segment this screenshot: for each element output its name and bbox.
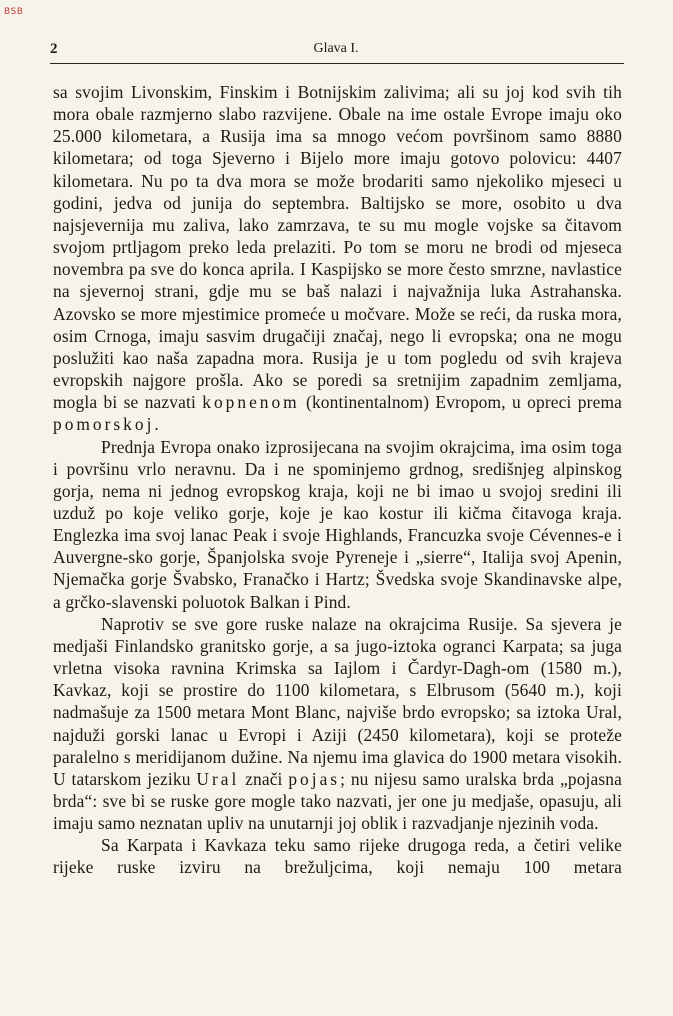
paragraph-3-rest: ; nu nijesu samo uralska brda „pojasna brda“: sve bi se ruske gore mogle tako nazvati, jer one ju medjaše, opasuju, ali imaju samo neznatan upliv na unutarnji joj oblik i razvadjanje njezinih voda. [53,768,623,834]
paragraph-1-text: sa svojim Livonskim, Finskim i Botnijskim zalivima; ali su joj kod svih tih mora obale razmjerno slabo razvijene. Obale na ime ostale Evrope imaju oko 25.000 kilometara, a Rusija ima sa mnogo većom površinom samo 8880 kilometara; od toga Sjeverno i Bijelo more imaju gotovo polovicu: 4407 kilometara. Nu po ta dva mora se može brodariti samo njekoliko mjeseci u godini, jedva od junija do septembra. Baltijsko se more, osobito u dva najsjevernija mu zaliva, lako zamrzava, te su mu mogle vojske sa čitavom svojom prtljagom preko leda prelaziti. Po tom se moru ne brodi od mjeseca novembra pa sve do konca aprila. I Kaspijsko se more često smrzne, navlastice na sjevernoj strani, gdje mu se baš nalazi i najvažnija luka Astrahanska. Azovsko se more mjestimice promeće u močvare. Može se reći, da ruska mora, osim Crnoga, imaju sasvim drugačiji značaj, nego li evropska; ona ne mogu poslužiti kao naša zapadna mora. Rusija je u tom pogledu od svih krajeva evropskih najgore prošla. Ako se poredi sa sretnijim zapadnim zemljama, mogla bi se nazvati [53,82,622,413]
paragraph-2: Prednja Evropa onako izprosijecana na svojim okrajcima, ima osim toga i površinu vrlo neravnu. Da i ne spominjemo grdnog, središnjeg alpinskog gorja, nema ni jednog evropskog kraja, koji ne bi imao u svojoj sredini ili uzduž po koje veliko gorje, koje je kao kostur ili kičma čitavoga kraja. Englezka ima svoj lanac Peak i svoje Highlands, Francuzka svoje Cévennes-e i Auvergne-sko gorje, Španjolska svoje Pyreneje i „sierre“, Italija svoj Apenin, Njemačka gorje Švabsko, Franačko i Hartz; Švedska svoje Skandinavske alpe, a grčko-slavenski poluotok Balkan i Pind. [53,436,622,612]
paragraph-4: Sa Karpata i Kavkaza teku samo rijeke drugoga reda, a četiri velike rijeke ruske izviru na brežuljcima, koji nemaju 100 metara [53,835,622,878]
header-rule [50,63,624,64]
spaced-term-pomorskoj: pomorskoj. [53,414,162,435]
spaced-term-kopnenom: kopnenom [202,392,300,413]
spaced-term-pojas: pojas [288,768,341,789]
page-header [50,40,622,58]
paragraph-1-mid: (kontinentalnom) Evropom, u opreci prema [306,392,622,413]
paragraph-1 [53,81,622,436]
paragraph-3 [53,613,622,835]
running-head: Glava I. [313,41,359,56]
paragraph-3-mid: znači [245,768,283,789]
body-text [53,81,622,879]
page-number: 2 [50,41,58,57]
paragraph-3-text: Naprotiv se sve gore ruske nalaze na okrajcima Rusije. Sa sjevera je medjaši Finlandsko granitsko gorje, a sa jugo-iztoka ogranci Karpata; sa juga vrletna visoka ravnina Krimska sa Iajlom i Čardyr-Dagh-om (1580 m.), Kavkaz, koji se prostire do 1100 kilometara, s Elbrusom (5640 m.), koji nadmašuje za 1500 metara Mont Blanc, najviše brdo evropsko; sa iztoka Ural, najduži gorski lanac u Evropi i Aziji (2450 kilometara), koji se proteže paralelno s meridijanom dužine. Na njemu ima glavica do 1900 metara visokih. U tatarskom jeziku [53,613,622,789]
library-stamp: BSB [4,7,24,17]
spaced-term-ural: Ural [196,768,240,789]
